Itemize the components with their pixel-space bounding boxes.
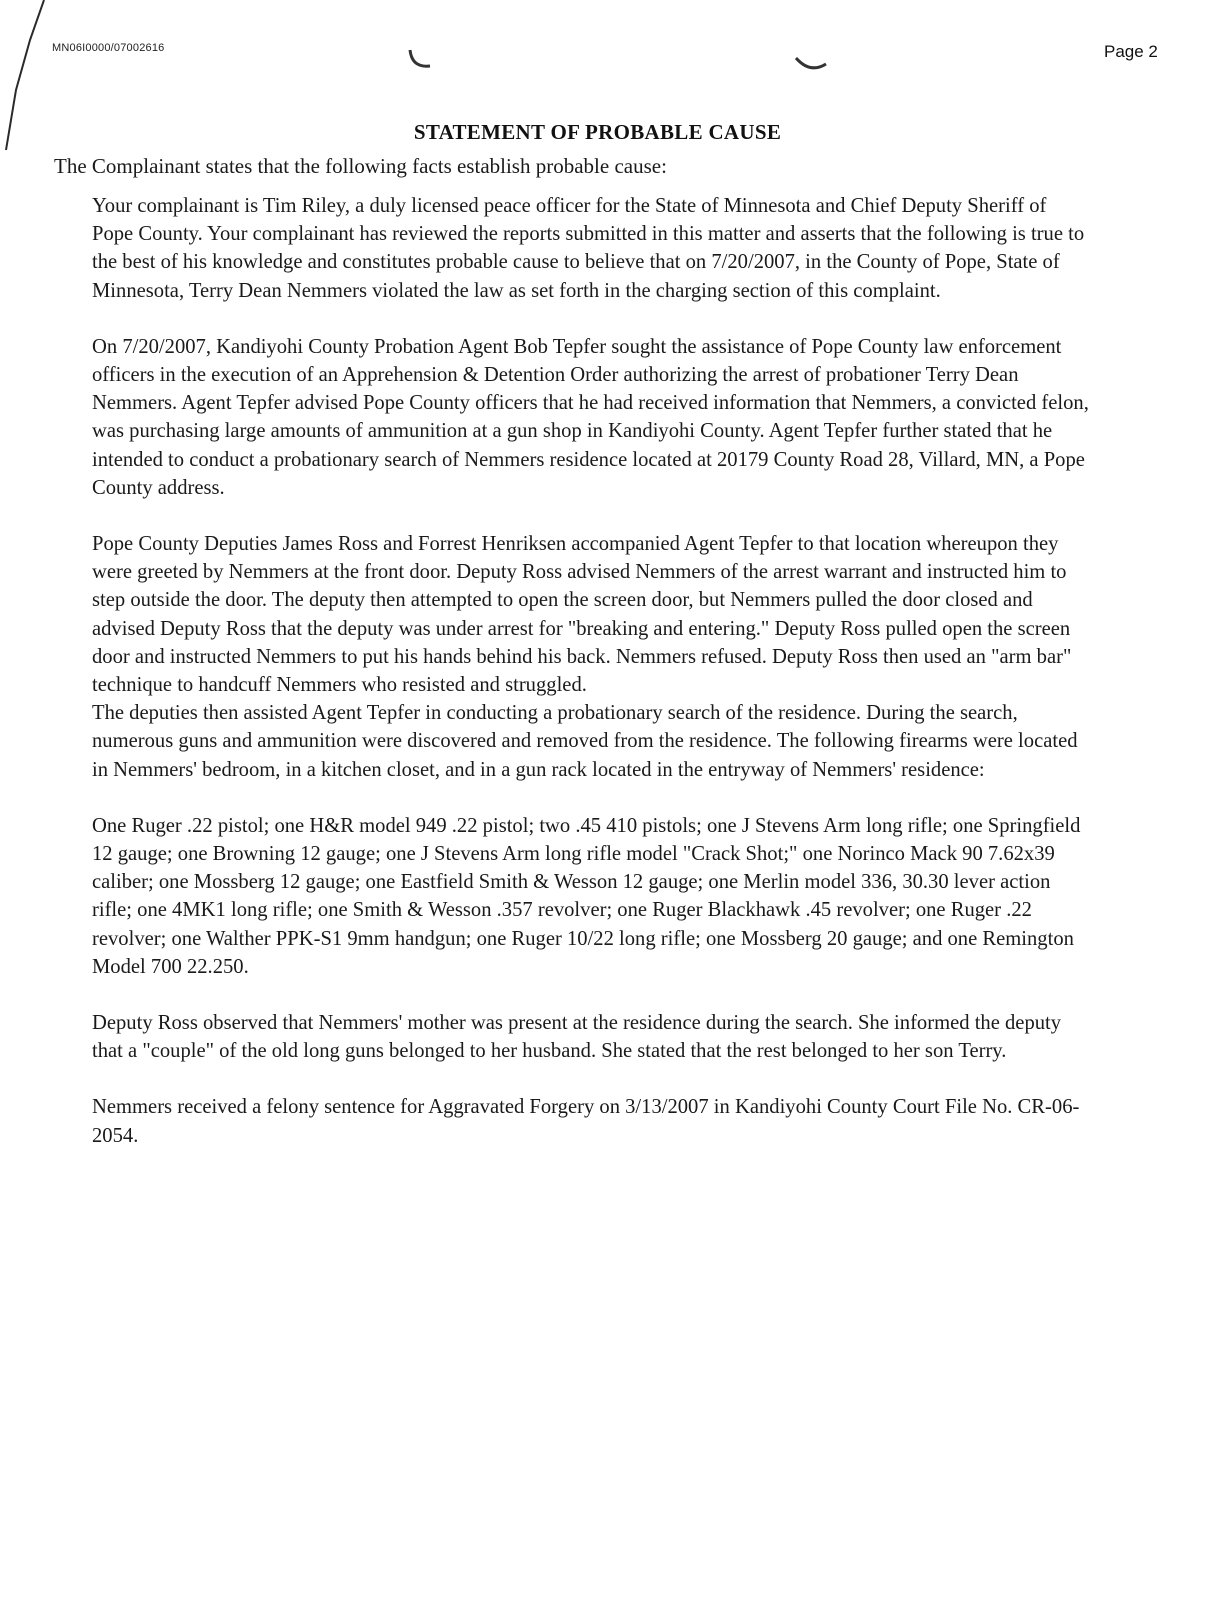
paragraph-firearms-list: One Ruger .22 pistol; one H&R model 949 .22 pistol; two .45 410 pistols; one J Stevens Arm long rifle; one Springfield 12 gauge; one Browning 12 gauge; one J Stevens Arm long rifle model "Crack Shot;" one Norinco Mack 90 7.62x39 caliber; one Mossberg 12 gauge; one Eastfield Smith & Wesson 12 gauge; one Merlin model 336, 30.30 lever action rifle; one 4MK1 long rifle; one Smith & Wesson .357 revolver; one Ruger Blackhawk .45 revolver; one Ruger .22 revolver; one Walther PPK-S1 9mm handgun; one Ruger 10/22 long rifle; one Mossberg 20 gauge; and one Remington Model 700 22.250. <box>92 814 1081 978</box>
paragraph-mother-statement: Deputy Ross observed that Nemmers' mother was present at the residence during the search. She informed the deputy that a "couple" of the old long guns belonged to her husband. She stated that the rest belonged to her son Terry. <box>92 1012 1062 1063</box>
intro-statement: The Complainant states that the following facts establish probable cause: <box>54 154 667 178</box>
paragraph-arrest: Pope County Deputies James Ross and Forrest Henriksen accompanied Agent Tepfer to that location whereupon they were greeted by Nemmers at the front door. Deputy Ross advised Nemmers of the arrest warrant and instructed him to step outside the door. The deputy then attempted to open the screen door, but Nemmers pulled the door closed and advised Deputy Ross that the deputy was under arrest for "breaking and entering." Deputy Ross pulled open the screen door and instructed Nemmers to put his hands behind his back. Nemmers refused. Deputy Ross then used an "arm bar" technique to handcuff Nemmers who resisted and struggled. <box>92 533 1072 697</box>
paragraph-search: The deputies then assisted Agent Tepfer in conducting a probationary search of the residence. During the search, numerous guns and ammunition were discovered and removed from the residence. The following firearms were located in Nemmers' bedroom, in a kitchen closet, and in a gun rack located in the entryway of Nemmers' residence: <box>92 702 1078 781</box>
hole-punch-mark-right <box>792 44 832 78</box>
probable-cause-body <box>92 192 1092 1178</box>
section-heading: STATEMENT OF PROBABLE CAUSE <box>413 120 782 144</box>
paragraph-complainant: Your complainant is Tim Riley, a duly licensed peace officer for the State of Minnesota and Chief Deputy Sheriff of Pope County. Your complainant has reviewed the reports submitted in this matter and asserts that the following is true to the best of his knowledge and constitutes probable cause to believe that on 7/20/2007, in the County of Pope, State of Minnesota, Terry Dean Nemmers violated the law as set forth in the charging section of this complaint. <box>92 195 1085 302</box>
paragraph-felony-sentence: Nemmers received a felony sentence for Aggravated Forgery on 3/13/2007 in Kandiyohi County Court File No. CR-06-2054. <box>92 1096 1080 1147</box>
page-number: Page 2 <box>1104 42 1158 61</box>
paragraph-agent-tepfer: On 7/20/2007, Kandiyohi County Probation Agent Bob Tepfer sought the assistance of Pope County law enforcement officers in the execution of an Apprehension & Detention Order authorizing the arrest of probationer Terry Dean Nemmers. Agent Tepfer advised Pope County officers that he had received information that Nemmers, a convicted felon, was purchasing large amounts of ammunition at a gun shop in Kandiyohi County. Agent Tepfer further stated that he intended to conduct a probationary search of Nemmers residence located at 20179 County Road 28, Villard, MN, a Pope County address. <box>92 335 1089 499</box>
hole-punch-mark-left <box>402 30 438 74</box>
case-number: MN06I0000/07002616 <box>52 42 165 54</box>
